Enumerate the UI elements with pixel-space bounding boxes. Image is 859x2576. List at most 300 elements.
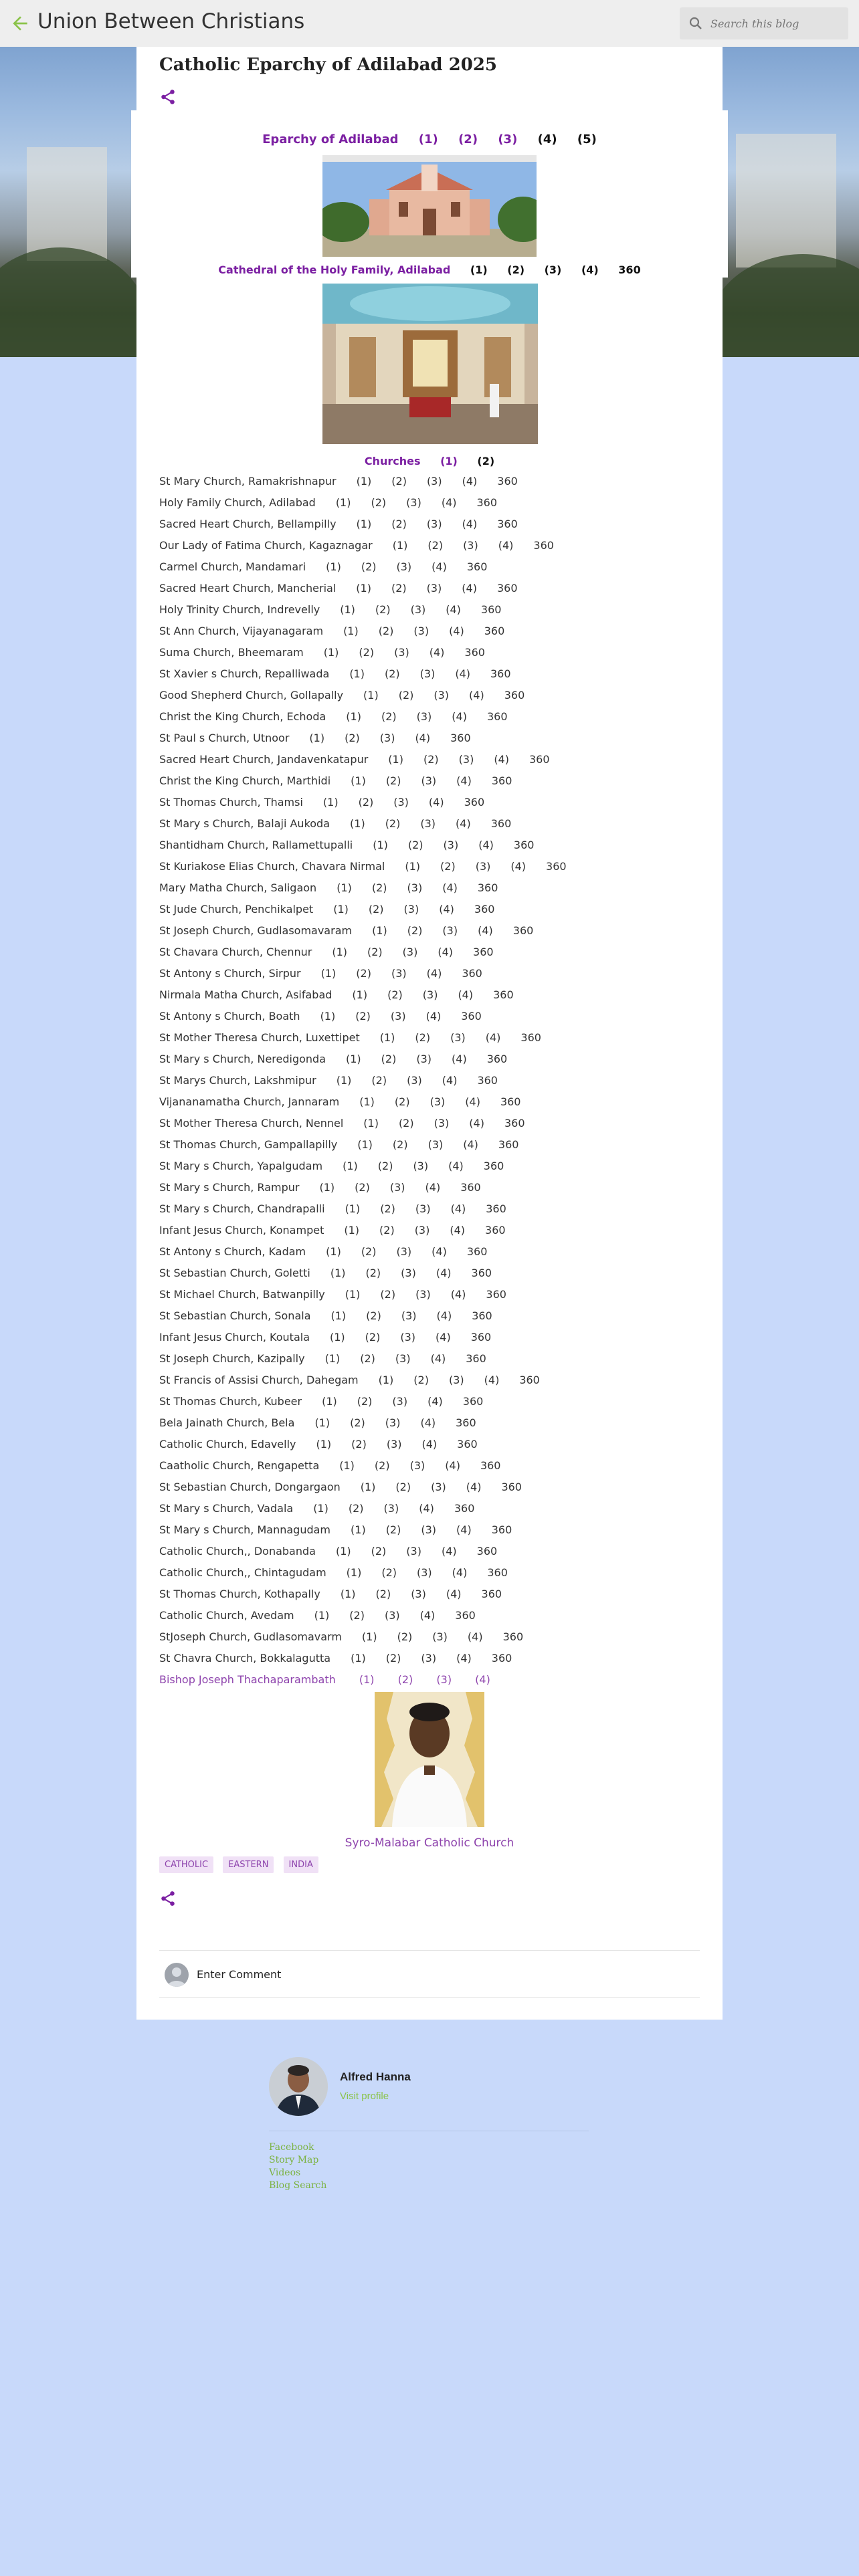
church-photo-link[interactable]: (4) bbox=[432, 560, 447, 573]
church-photo-link[interactable]: (4) bbox=[462, 475, 478, 488]
church-photo-link[interactable]: (3) bbox=[426, 582, 442, 595]
church-photo-link[interactable]: (2) bbox=[371, 881, 387, 894]
church-photo-link[interactable]: (3) bbox=[413, 625, 430, 637]
church-photo-link[interactable]: (1) bbox=[343, 1160, 358, 1172]
cathedral-exterior-photo[interactable] bbox=[322, 155, 537, 257]
church-photo-link[interactable]: (2) bbox=[413, 1374, 429, 1386]
church-photo-link[interactable]: (3) bbox=[390, 1010, 406, 1023]
church-photo-link[interactable]: (4) bbox=[456, 1523, 472, 1536]
church-photo-link[interactable]: (1) bbox=[352, 988, 368, 1001]
church-photo-link[interactable]: (3) bbox=[406, 496, 421, 509]
church-photo-link[interactable]: (2) bbox=[371, 1074, 387, 1087]
bishop-link[interactable]: (1) bbox=[359, 1673, 375, 1686]
church-photo-link[interactable]: (3) bbox=[443, 839, 459, 851]
cathedral-link[interactable]: (2) bbox=[507, 263, 525, 276]
church-photo-link[interactable]: (3) bbox=[411, 1588, 426, 1600]
church-photo-link[interactable]: 360 bbox=[457, 1438, 478, 1451]
church-photo-link[interactable]: (4) bbox=[415, 732, 431, 744]
church-photo-link[interactable]: 360 bbox=[485, 1224, 506, 1237]
church-photo-link[interactable]: 360 bbox=[504, 689, 525, 702]
church-photo-link[interactable]: (2) bbox=[355, 1181, 370, 1194]
church-photo-link[interactable]: (1) bbox=[359, 1095, 375, 1108]
church-photo-link[interactable]: 360 bbox=[498, 1138, 519, 1151]
church-photo-link[interactable]: (3) bbox=[396, 1245, 412, 1258]
church-photo-link[interactable]: (4) bbox=[455, 667, 470, 680]
church-photo-link[interactable]: (2) bbox=[350, 1416, 365, 1429]
church-photo-link[interactable]: (4) bbox=[466, 1481, 482, 1493]
church-photo-link[interactable]: 360 bbox=[466, 1245, 488, 1258]
church-photo-link[interactable]: (2) bbox=[427, 539, 444, 552]
church-photo-link[interactable]: (4) bbox=[446, 1588, 462, 1600]
church-photo-link[interactable]: (1) bbox=[320, 967, 337, 980]
church-photo-link[interactable]: 360 bbox=[513, 839, 535, 851]
churches-title-link[interactable]: Churches bbox=[364, 455, 421, 467]
church-photo-link[interactable]: (2) bbox=[380, 1288, 396, 1301]
church-photo-link[interactable]: (3) bbox=[426, 475, 442, 488]
church-photo-link[interactable]: (4) bbox=[442, 881, 458, 894]
church-photo-link[interactable]: (1) bbox=[351, 1523, 366, 1536]
cathedral-link[interactable]: (1) bbox=[470, 263, 488, 276]
church-photo-link[interactable]: 360 bbox=[491, 1652, 512, 1665]
church-photo-link[interactable]: (3) bbox=[393, 796, 409, 809]
church-photo-link[interactable]: (4) bbox=[452, 1053, 467, 1065]
church-photo-link[interactable]: (1) bbox=[313, 1502, 328, 1515]
church-photo-link[interactable]: (1) bbox=[373, 839, 388, 851]
church-photo-link[interactable]: (3) bbox=[400, 1331, 416, 1344]
church-photo-link[interactable]: (2) bbox=[398, 1117, 414, 1130]
church-photo-link[interactable]: (1) bbox=[330, 1331, 345, 1344]
visit-profile-link[interactable]: Visit profile bbox=[340, 2090, 389, 2102]
church-photo-link[interactable]: (1) bbox=[330, 1267, 346, 1279]
church-photo-link[interactable]: (3) bbox=[448, 1374, 464, 1386]
footer-link-facebook[interactable]: Facebook bbox=[269, 2142, 314, 2153]
church-photo-link[interactable]: (3) bbox=[407, 1074, 422, 1087]
church-photo-link[interactable]: (3) bbox=[427, 1138, 444, 1151]
church-photo-link[interactable]: (1) bbox=[322, 1395, 337, 1408]
bishop-link[interactable]: (4) bbox=[475, 1673, 490, 1686]
church-photo-link[interactable]: (4) bbox=[427, 1395, 443, 1408]
church-photo-link[interactable]: (4) bbox=[419, 1609, 436, 1622]
church-photo-link[interactable]: 360 bbox=[462, 967, 482, 980]
church-photo-link[interactable]: (4) bbox=[449, 625, 464, 637]
church-photo-link[interactable]: (3) bbox=[419, 667, 436, 680]
church-photo-link[interactable]: (1) bbox=[343, 625, 359, 637]
church-photo-link[interactable]: 360 bbox=[470, 1331, 492, 1344]
eparchy-link[interactable]: (2) bbox=[458, 132, 478, 146]
church-photo-link[interactable]: (4) bbox=[429, 646, 445, 659]
church-photo-link[interactable]: (1) bbox=[332, 946, 347, 958]
church-photo-link[interactable]: (3) bbox=[426, 518, 442, 530]
church-photo-link[interactable]: (4) bbox=[452, 1566, 468, 1579]
church-photo-link[interactable]: (1) bbox=[345, 1202, 361, 1215]
church-photo-link[interactable]: 360 bbox=[501, 1481, 522, 1493]
church-photo-link[interactable]: (1) bbox=[320, 1010, 336, 1023]
bishop-link[interactable]: (2) bbox=[397, 1673, 413, 1686]
church-photo-link[interactable]: (2) bbox=[440, 860, 456, 873]
church-photo-link[interactable]: (3) bbox=[389, 1181, 405, 1194]
church-photo-link[interactable]: (1) bbox=[337, 881, 352, 894]
church-photo-link[interactable]: (2) bbox=[365, 1331, 381, 1344]
church-photo-link[interactable]: (2) bbox=[384, 667, 400, 680]
church-photo-link[interactable]: (3) bbox=[421, 774, 437, 787]
church-photo-link[interactable]: (3) bbox=[416, 710, 432, 723]
bishop-name-link[interactable]: Bishop Joseph Thachaparambath bbox=[159, 1673, 336, 1686]
church-photo-link[interactable]: 360 bbox=[460, 1181, 481, 1194]
church-photo-link[interactable]: 360 bbox=[471, 1267, 492, 1279]
church-photo-link[interactable]: (2) bbox=[368, 903, 384, 916]
church-photo-link[interactable]: 360 bbox=[464, 646, 485, 659]
church-photo-link[interactable]: (4) bbox=[432, 1245, 447, 1258]
church-photo-link[interactable]: (4) bbox=[469, 689, 484, 702]
church-photo-link[interactable]: (3) bbox=[442, 924, 458, 937]
church-photo-link[interactable]: 360 bbox=[476, 496, 498, 509]
church-photo-link[interactable]: (1) bbox=[356, 518, 372, 530]
church-photo-link[interactable]: (3) bbox=[401, 1267, 416, 1279]
church-photo-link[interactable]: (3) bbox=[413, 1160, 429, 1172]
church-photo-link[interactable]: (1) bbox=[346, 1053, 361, 1065]
church-photo-link[interactable]: (4) bbox=[425, 1010, 442, 1023]
church-photo-link[interactable]: (4) bbox=[450, 1288, 466, 1301]
church-photo-link[interactable]: (3) bbox=[414, 1224, 430, 1237]
church-photo-link[interactable]: (3) bbox=[403, 903, 419, 916]
church-photo-link[interactable]: (2) bbox=[381, 1566, 397, 1579]
church-photo-link[interactable]: (1) bbox=[336, 1074, 352, 1087]
church-photo-link[interactable]: (2) bbox=[377, 1160, 393, 1172]
church-photo-link[interactable]: (3) bbox=[379, 732, 395, 744]
church-photo-link[interactable]: (3) bbox=[407, 881, 423, 894]
church-photo-link[interactable]: (2) bbox=[407, 924, 423, 937]
church-photo-link[interactable]: (2) bbox=[385, 817, 401, 830]
church-photo-link[interactable]: (2) bbox=[378, 625, 394, 637]
church-photo-link[interactable]: 360 bbox=[455, 1609, 476, 1622]
church-photo-link[interactable]: (3) bbox=[384, 1609, 400, 1622]
church-photo-link[interactable]: (1) bbox=[356, 475, 372, 488]
church-photo-link[interactable]: (4) bbox=[484, 1374, 500, 1386]
church-photo-link[interactable]: (3) bbox=[434, 1117, 450, 1130]
church-photo-link[interactable]: 360 bbox=[500, 1095, 521, 1108]
church-photo-link[interactable]: (1) bbox=[405, 860, 421, 873]
church-photo-link[interactable]: (1) bbox=[346, 1566, 362, 1579]
church-photo-link[interactable]: 360 bbox=[519, 1374, 540, 1386]
share-icon[interactable] bbox=[159, 1890, 177, 1907]
church-photo-link[interactable]: (4) bbox=[450, 1202, 466, 1215]
church-photo-link[interactable]: 360 bbox=[466, 560, 488, 573]
church-photo-link[interactable]: 360 bbox=[486, 1053, 508, 1065]
church-photo-link[interactable]: (2) bbox=[391, 518, 407, 530]
church-photo-link[interactable]: (3) bbox=[392, 1395, 408, 1408]
church-photo-link[interactable]: (3) bbox=[406, 1545, 421, 1558]
church-photo-link[interactable]: (1) bbox=[340, 1588, 356, 1600]
church-photo-link[interactable]: (2) bbox=[379, 1224, 395, 1237]
label-chip[interactable]: CATHOLIC bbox=[159, 1856, 213, 1873]
church-photo-link[interactable]: (2) bbox=[359, 646, 375, 659]
church-photo-link[interactable]: 360 bbox=[487, 1566, 508, 1579]
church-photo-link[interactable]: (1) bbox=[335, 1545, 351, 1558]
church-photo-link[interactable]: (4) bbox=[452, 710, 467, 723]
church-photo-link[interactable]: (1) bbox=[379, 1031, 395, 1044]
church-photo-link[interactable]: 360 bbox=[490, 817, 512, 830]
church-photo-link[interactable]: (4) bbox=[448, 1160, 464, 1172]
church-photo-link[interactable]: 360 bbox=[497, 518, 518, 530]
church-photo-link[interactable]: (4) bbox=[425, 1181, 441, 1194]
church-photo-link[interactable]: (3) bbox=[402, 946, 418, 958]
church-photo-link[interactable]: (1) bbox=[333, 903, 349, 916]
church-photo-link[interactable]: (4) bbox=[478, 839, 494, 851]
church-photo-link[interactable]: (1) bbox=[351, 1652, 366, 1665]
church-photo-link[interactable]: (4) bbox=[510, 860, 527, 873]
church-photo-link[interactable]: (1) bbox=[330, 1309, 347, 1322]
church-photo-link[interactable]: (1) bbox=[326, 560, 341, 573]
comment-input[interactable]: Enter Comment bbox=[197, 1968, 282, 1981]
church-photo-link[interactable]: (4) bbox=[458, 988, 474, 1001]
church-photo-link[interactable]: (3) bbox=[417, 1566, 432, 1579]
church-photo-link[interactable]: (2) bbox=[397, 1630, 413, 1643]
church-photo-link[interactable]: (1) bbox=[372, 924, 387, 937]
church-photo-link[interactable]: 360 bbox=[461, 1010, 482, 1023]
church-photo-link[interactable]: (2) bbox=[395, 1481, 411, 1493]
church-photo-link[interactable]: 360 bbox=[480, 603, 502, 616]
church-photo-link[interactable]: (3) bbox=[463, 539, 478, 552]
church-photo-link[interactable]: 360 bbox=[493, 988, 514, 1001]
church-photo-link[interactable]: (4) bbox=[456, 1652, 472, 1665]
church-photo-link[interactable]: (4) bbox=[441, 1545, 457, 1558]
church-photo-link[interactable]: (2) bbox=[385, 774, 401, 787]
church-photo-link[interactable]: (1) bbox=[322, 796, 339, 809]
eparchy-link[interactable]: (1) bbox=[418, 132, 438, 146]
church-photo-link[interactable]: 360 bbox=[496, 582, 518, 595]
church-photo-link[interactable]: (1) bbox=[392, 539, 408, 552]
church-photo-link[interactable]: (4) bbox=[445, 1459, 460, 1472]
church-photo-link[interactable]: (2) bbox=[394, 1095, 410, 1108]
church-photo-link[interactable]: (2) bbox=[349, 1609, 365, 1622]
church-photo-link[interactable]: 360 bbox=[454, 1502, 475, 1515]
church-photo-link[interactable]: (2) bbox=[381, 710, 397, 723]
church-photo-link[interactable]: (3) bbox=[475, 860, 491, 873]
church-photo-link[interactable]: (4) bbox=[439, 903, 454, 916]
church-photo-link[interactable]: (3) bbox=[450, 1031, 466, 1044]
church-photo-link[interactable]: (1) bbox=[319, 1181, 335, 1194]
church-photo-link[interactable]: (3) bbox=[434, 689, 450, 702]
church-photo-link[interactable]: 360 bbox=[520, 1031, 541, 1044]
church-photo-link[interactable]: (2) bbox=[361, 560, 377, 573]
church-photo-link[interactable]: (3) bbox=[409, 1459, 425, 1472]
cathedral-interior-photo[interactable] bbox=[322, 284, 538, 444]
eparchy-title-link[interactable]: Eparchy of Adilabad bbox=[262, 132, 399, 146]
church-photo-link[interactable]: (4) bbox=[420, 1416, 436, 1429]
church-photo-link[interactable]: (1) bbox=[323, 646, 339, 659]
church-photo-link[interactable]: 360 bbox=[476, 1545, 498, 1558]
church-photo-link[interactable]: 360 bbox=[474, 903, 495, 916]
church-photo-link[interactable]: (2) bbox=[355, 1010, 371, 1023]
church-photo-link[interactable]: (1) bbox=[346, 710, 361, 723]
church-photo-link[interactable]: 360 bbox=[464, 796, 485, 809]
church-photo-link[interactable]: (4) bbox=[426, 967, 442, 980]
church-photo-link[interactable]: 360 bbox=[477, 1074, 498, 1087]
church-photo-link[interactable]: (2) bbox=[381, 1053, 397, 1065]
church-photo-link[interactable]: (3) bbox=[432, 1630, 448, 1643]
church-photo-link[interactable]: (3) bbox=[395, 1352, 411, 1365]
church-photo-link[interactable]: (3) bbox=[430, 1095, 446, 1108]
footer-link-videos[interactable]: Videos bbox=[269, 2167, 301, 2178]
church-photo-link[interactable]: (1) bbox=[314, 1416, 330, 1429]
church-photo-link[interactable]: (1) bbox=[314, 1609, 330, 1622]
church-photo-link[interactable]: (3) bbox=[401, 1309, 417, 1322]
church-photo-link[interactable]: (3) bbox=[391, 967, 407, 980]
church-photo-link[interactable]: (4) bbox=[450, 1224, 466, 1237]
profile-avatar[interactable] bbox=[269, 2057, 328, 2116]
church-photo-link[interactable]: (3) bbox=[458, 753, 474, 766]
church-photo-link[interactable]: 360 bbox=[546, 860, 567, 873]
church-photo-link[interactable]: (3) bbox=[421, 1523, 437, 1536]
church-photo-link[interactable]: 360 bbox=[486, 1288, 506, 1301]
church-photo-link[interactable]: (2) bbox=[375, 1588, 391, 1600]
church-photo-link[interactable]: (4) bbox=[438, 946, 454, 958]
cathedral-link[interactable]: (4) bbox=[581, 263, 599, 276]
church-photo-link[interactable]: (2) bbox=[371, 1545, 387, 1558]
church-photo-link[interactable]: (1) bbox=[361, 1630, 377, 1643]
church-photo-link[interactable]: (3) bbox=[422, 988, 438, 1001]
eparchy-link[interactable]: (4) bbox=[537, 132, 557, 146]
church-photo-link[interactable]: (4) bbox=[419, 1502, 434, 1515]
church-photo-link[interactable]: (2) bbox=[387, 988, 403, 1001]
church-photo-link[interactable]: 360 bbox=[481, 1588, 502, 1600]
church-photo-link[interactable]: (2) bbox=[356, 967, 371, 980]
church-photo-link[interactable]: (1) bbox=[340, 603, 355, 616]
church-photo-link[interactable]: (1) bbox=[360, 1481, 376, 1493]
church-photo-link[interactable]: 360 bbox=[456, 1416, 476, 1429]
church-photo-link[interactable]: (2) bbox=[360, 1352, 375, 1365]
church-photo-link[interactable]: 360 bbox=[477, 881, 498, 894]
church-photo-link[interactable]: (2) bbox=[391, 582, 407, 595]
church-photo-link[interactable]: (1) bbox=[339, 1459, 355, 1472]
search-input[interactable] bbox=[710, 14, 842, 33]
back-arrow-icon[interactable] bbox=[9, 13, 31, 34]
church-photo-link[interactable]: (4) bbox=[469, 1117, 484, 1130]
church-photo-link[interactable]: (3) bbox=[410, 603, 426, 616]
church-photo-link[interactable]: (2) bbox=[366, 1309, 381, 1322]
blog-title[interactable]: Union Between Christians bbox=[37, 9, 305, 33]
church-photo-link[interactable]: (3) bbox=[415, 1288, 431, 1301]
church-photo-link[interactable]: (2) bbox=[348, 1502, 364, 1515]
church-photo-link[interactable]: (4) bbox=[436, 1331, 451, 1344]
church-photo-link[interactable]: (3) bbox=[386, 1438, 402, 1451]
church-photo-link[interactable]: (3) bbox=[415, 1202, 431, 1215]
church-photo-link[interactable]: 360 bbox=[497, 475, 518, 488]
church-photo-link[interactable]: (3) bbox=[396, 560, 412, 573]
cathedral-link[interactable]: 360 bbox=[618, 263, 641, 276]
church-photo-link[interactable]: (4) bbox=[462, 518, 478, 530]
church-photo-link[interactable]: (2) bbox=[375, 603, 391, 616]
church-photo-link[interactable]: (4) bbox=[478, 924, 493, 937]
church-photo-link[interactable]: (2) bbox=[385, 1652, 401, 1665]
church-photo-link[interactable]: (1) bbox=[344, 1224, 360, 1237]
church-photo-link[interactable]: (2) bbox=[351, 1438, 367, 1451]
church-photo-link[interactable]: (2) bbox=[371, 496, 387, 509]
church-photo-link[interactable]: 360 bbox=[533, 539, 554, 552]
church-photo-link[interactable]: (3) bbox=[421, 1652, 437, 1665]
church-photo-link[interactable]: (4) bbox=[467, 1630, 483, 1643]
church-photo-link[interactable]: (4) bbox=[494, 753, 509, 766]
search-icon[interactable] bbox=[688, 15, 704, 31]
church-photo-link[interactable]: (2) bbox=[367, 946, 383, 958]
eparchy-link[interactable]: (5) bbox=[577, 132, 597, 146]
church-photo-link[interactable]: (4) bbox=[456, 774, 472, 787]
label-chip[interactable]: EASTERN bbox=[223, 1856, 274, 1873]
label-chip[interactable]: INDIA bbox=[284, 1856, 318, 1873]
church-photo-link[interactable]: (1) bbox=[345, 1288, 361, 1301]
church-photo-link[interactable]: (2) bbox=[385, 1523, 401, 1536]
share-icon[interactable] bbox=[159, 88, 177, 106]
church-photo-link[interactable]: (1) bbox=[378, 1374, 394, 1386]
church-photo-link[interactable]: (4) bbox=[465, 1095, 480, 1108]
church-photo-link[interactable]: 360 bbox=[491, 1523, 512, 1536]
church-photo-link[interactable]: (2) bbox=[361, 1245, 377, 1258]
church-photo-link[interactable]: 360 bbox=[486, 1202, 506, 1215]
church-photo-link[interactable]: (1) bbox=[356, 582, 371, 595]
church-photo-link[interactable]: (1) bbox=[357, 1138, 373, 1151]
church-photo-link[interactable]: (1) bbox=[316, 1438, 332, 1451]
churches-link[interactable]: (2) bbox=[477, 455, 495, 467]
church-photo-link[interactable]: (1) bbox=[363, 689, 379, 702]
church-photo-link[interactable]: (1) bbox=[326, 1245, 341, 1258]
church-photo-link[interactable]: (2) bbox=[358, 796, 374, 809]
church-photo-link[interactable]: (4) bbox=[485, 1031, 501, 1044]
church-photo-link[interactable]: (2) bbox=[374, 1459, 390, 1472]
church-photo-link[interactable]: (4) bbox=[428, 796, 444, 809]
church-photo-link[interactable]: 360 bbox=[491, 774, 512, 787]
church-photo-link[interactable]: (4) bbox=[498, 539, 514, 552]
church-photo-link[interactable]: (1) bbox=[388, 753, 403, 766]
church-photo-link[interactable]: 360 bbox=[466, 1352, 486, 1365]
church-photo-link[interactable]: (3) bbox=[420, 817, 436, 830]
church-photo-link[interactable]: 360 bbox=[472, 1309, 492, 1322]
church-photo-link[interactable]: 360 bbox=[462, 1395, 484, 1408]
church-photo-link[interactable]: (2) bbox=[380, 1202, 395, 1215]
footer-link-blog-search[interactable]: Blog Search bbox=[269, 2180, 327, 2191]
church-photo-link[interactable]: 360 bbox=[504, 1117, 525, 1130]
church-photo-link[interactable]: (4) bbox=[436, 1267, 452, 1279]
church-photo-link[interactable]: (4) bbox=[441, 496, 457, 509]
church-photo-link[interactable]: 360 bbox=[484, 625, 505, 637]
church-photo-link[interactable]: (4) bbox=[430, 1352, 446, 1365]
church-photo-link[interactable]: (2) bbox=[345, 732, 360, 744]
church-photo-link[interactable]: (1) bbox=[309, 732, 325, 744]
church-photo-link[interactable]: (1) bbox=[335, 496, 351, 509]
church-photo-link[interactable]: (4) bbox=[462, 582, 477, 595]
church-photo-link[interactable]: 360 bbox=[490, 667, 511, 680]
church-photo-link[interactable]: (2) bbox=[407, 839, 423, 851]
church-photo-link[interactable]: (1) bbox=[349, 667, 365, 680]
footer-link-story-map[interactable]: Story Map bbox=[269, 2155, 319, 2165]
church-photo-link[interactable]: (1) bbox=[324, 1352, 341, 1365]
church-photo-link[interactable]: (4) bbox=[442, 1074, 458, 1087]
bishop-link[interactable]: (3) bbox=[436, 1673, 452, 1686]
church-photo-link[interactable]: (3) bbox=[383, 1502, 399, 1515]
church-photo-link[interactable]: 360 bbox=[512, 924, 534, 937]
church-photo-link[interactable]: (3) bbox=[416, 1053, 432, 1065]
cathedral-link[interactable]: (3) bbox=[544, 263, 562, 276]
church-photo-link[interactable]: (4) bbox=[421, 1438, 438, 1451]
church-photo-link[interactable]: (3) bbox=[385, 1416, 401, 1429]
church-photo-link[interactable]: (3) bbox=[394, 646, 409, 659]
church-photo-link[interactable]: (4) bbox=[446, 603, 461, 616]
church-photo-link[interactable]: (2) bbox=[357, 1395, 373, 1408]
church-photo-link[interactable]: (4) bbox=[463, 1138, 478, 1151]
churches-link[interactable]: (1) bbox=[440, 455, 458, 467]
eparchy-link[interactable]: (3) bbox=[498, 132, 518, 146]
church-photo-link[interactable]: (1) bbox=[351, 774, 366, 787]
church-photo-link[interactable]: 360 bbox=[502, 1630, 524, 1643]
